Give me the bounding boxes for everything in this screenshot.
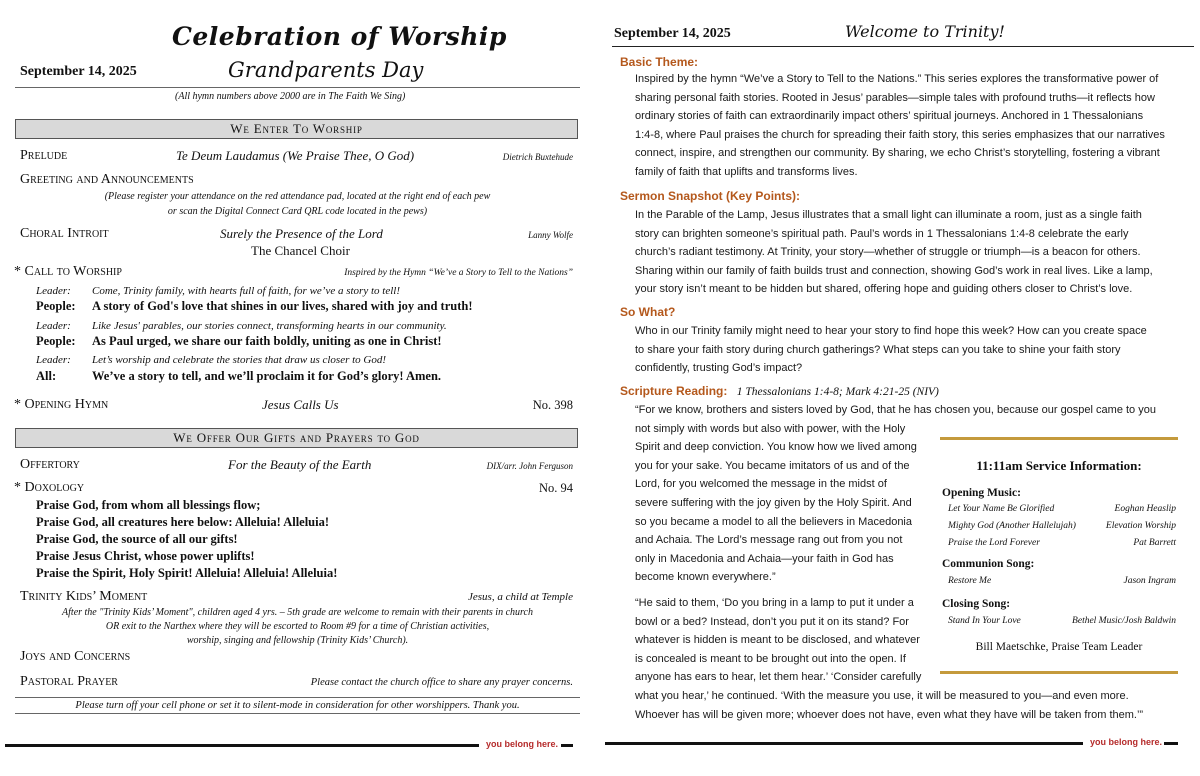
scripture-line: is concealed is meant to be brought out into the open. If [635, 652, 906, 665]
song-title: Restore Me [948, 576, 992, 586]
scripture-line: severe suffering with the joy given by the Holy Spirit. And [635, 496, 912, 509]
so-what-line: Who in our Trinity family might need to hear your story to find hope this week? How can you create space [635, 325, 1147, 337]
hymn-note: (All hymn numbers above 2000 are in The Faith We Sing) [175, 91, 406, 102]
introit-label: Choral Introit [20, 226, 109, 241]
scripture-heading-label: Scripture Reading: [620, 384, 728, 398]
litany-all-line: We’ve a story to tell, and we’ll proclaim it for God’s glory! Amen. [92, 369, 442, 383]
litany-role: Leader: [36, 320, 71, 332]
scripture-heading [620, 384, 939, 398]
call-to-worship-label: * Call to Worship [14, 264, 122, 279]
scripture-line: so you became a model to all the believers in Macedonia [635, 515, 912, 528]
introit-performer: The Chancel Choir [251, 243, 350, 258]
greeting-label: Greeting and Announcements [20, 172, 194, 187]
scripture-line: anyone has ears to hear, let them hear.’ ‘Consider carefully [635, 671, 922, 684]
kids-note-3: worship, singing and fellowship (Trinity Kids’ Church). [186, 635, 409, 646]
call-inspired-note: Inspired by the Hymn “We’ve a Story to Tell to the Nations” [344, 268, 573, 278]
footer-tagline: you belong here. [1090, 737, 1163, 747]
doxology-line: Praise God, the source of all our gifts! [36, 532, 238, 546]
right-date: September 14, 2025 [614, 26, 731, 41]
song-artist: Bethel Music/Josh Baldwin [1072, 616, 1176, 626]
sermon-snapshot-heading: Sermon Snapshot (Key Points): [620, 189, 801, 203]
praise-team-leader: Bill Maetschke, Praise Team Leader [975, 641, 1143, 653]
song-title: Mighty God (Another Hallelujah) [948, 521, 1076, 531]
litany-leader-line: Like Jesus' parables, our stories connect, transforming hearts in our community. [92, 320, 447, 332]
scripture-line: become known everywhere.” [635, 571, 776, 584]
service-info-title: 11:11am Service Information: [976, 458, 1142, 473]
song-artist: Eoghan Heaslip [1114, 504, 1176, 514]
song-title: Let Your Name Be Glorified [948, 504, 1055, 514]
so-what-text [635, 322, 1147, 378]
doxology-label: * Doxology [14, 480, 85, 495]
song-artist: Elevation Worship [1105, 521, 1176, 531]
basic-theme-heading: Basic Theme: [620, 55, 699, 69]
litany-leader-line: Come, Trinity family, with hearts full of faith, for we’ve a story to tell! [92, 285, 400, 297]
scripture-line: not simply with words but also with power, with the Holy [635, 422, 906, 435]
left-page [0, 0, 590, 776]
doxology-line: Praise Jesus Christ, whose power uplifts! [36, 549, 255, 563]
doxology-line: Praise God, from whom all blessings flow; [36, 498, 261, 512]
litany-role: Leader: [36, 285, 71, 297]
opening-hymn-number: No. 398 [532, 398, 573, 412]
litany-role: All: [36, 369, 57, 383]
footer-line-end [1164, 742, 1178, 745]
litany-people-line: As Paul urged, we share our faith boldly, uniting as one in Christ! [92, 334, 442, 348]
prelude-credit: Dietrich Buxtehude [502, 152, 573, 162]
kids-note-1: After the "Trinity Kids’ Moment", children aged 4 yrs. – 5th grade are welcome to remain with their parents in church [62, 607, 533, 618]
basic-theme-text [635, 70, 1165, 182]
scripture-line: “He said to them, ‘Do you bring in a lamp to put it under a [635, 597, 914, 609]
right-page [600, 0, 1200, 776]
introit-credit: Lanny Wolfe [528, 230, 573, 240]
scripture-line: only in Macedonia and Achaia—your faith in God has [635, 552, 894, 565]
litany-people-line: A story of God's love that shines in our lives, shared with joy and truth! [92, 299, 473, 313]
basic-theme-line: family of faith that uplifts and transforms lives. [635, 165, 858, 178]
sermon-line: your story isn’t meant to be hidden but shared, offering hope and guiding others closer to Christ’s love. [635, 283, 1133, 296]
basic-theme-line: ordinary stories of faith can extraordinarily impact others’ spiritual journeys. Anchored in 1 Thessalonians [635, 110, 1144, 123]
greeting-note-2: or scan the Digital Connect Card QRL code located in the pews) [167, 206, 428, 217]
scripture-line: bowl or a bed? Instead, don’t you put it on its stand? For [635, 615, 909, 628]
phone-note-bottom-rule [15, 713, 580, 714]
offertory-credit: DIX/arr. John Ferguson [486, 461, 573, 471]
litany-role: Leader: [36, 354, 71, 366]
footer-line [605, 742, 1083, 745]
sermon-line: story can brighten someone’s spiritual path. Paul’s words in 1 Thessalonians 1:4-8 celebrate the early [635, 227, 1129, 240]
service-subtitle: Grandparents Day [228, 58, 424, 82]
scripture-line: what you hear,’ he continued. ‘With the measure you use, it will be measured to you—and even more. [635, 689, 1129, 702]
greeting-note-1: (Please register your attendance on the red attendance pad, located at the right end of each pew [104, 191, 491, 202]
song-title: Praise the Lord Forever [948, 538, 1040, 548]
phone-note-top-rule [15, 697, 580, 698]
song-artist: Pat Barrett [1133, 538, 1176, 548]
so-what-heading: So What? [620, 305, 676, 319]
scripture-line: Spirit and deep conviction. You know how we lived among [635, 441, 917, 454]
sermon-snapshot-text [635, 206, 1153, 299]
joys-concerns-label: Joys and Concerns [20, 649, 131, 664]
kids-moment-title: Jesus, a child at Temple [468, 591, 573, 603]
sermon-line: church’s radiant testimony. At Trinity, your story—whether of struggle or triumph—is a beacon for others. [635, 246, 1141, 259]
closing-song-heading: Closing Song: [942, 598, 1011, 610]
so-what-line: to share your faith story during church gatherings? What steps can you take to shine your faith story [635, 343, 1121, 356]
service-date: September 14, 2025 [20, 64, 137, 79]
communion-song-heading: Communion Song: [942, 558, 1035, 570]
welcome-heading: Welcome to Trinity! [845, 22, 1005, 41]
prelude-label: Prelude [20, 148, 68, 163]
pastoral-prayer-note: Please contact the church office to share any prayer concerns. [310, 677, 573, 688]
introit-title: Surely the Presence of the Lord [220, 226, 383, 241]
sermon-line: In the Parable of the Lamp, Jesus illustrates that a small light can illuminate a room, just as a single faith [635, 209, 1142, 221]
litany-role: People: [36, 334, 76, 348]
kids-note-2: OR exit to the Narthex where they will be escorted to Room #9 for a time of Christian activities, [105, 621, 490, 632]
opening-hymn-title: Jesus Calls Us [262, 397, 339, 412]
so-what-line: confidently, trusting God’s impact? [635, 362, 803, 375]
doxology-line: Praise the Spirit, Holy Spirit! Alleluia! Alleluia! Alleluia! [36, 566, 338, 580]
opening-music-heading: Opening Music: [942, 487, 1021, 499]
song-artist: Jason Ingram [1123, 576, 1176, 586]
scripture-reference: 1 Thessalonians 1:4-8; Mark 4:21-25 (NIV) [736, 386, 939, 398]
footer-tagline: you belong here. [486, 739, 559, 749]
scripture-line: you for your sake. You became imitators of us and of the [635, 459, 910, 472]
scripture-line: Whoever has will be given more; whoever does not have, even what they have will be taken from them.’” [635, 708, 1144, 721]
sermon-line: Sharing within our family of faith builds trust and connection, showing God’s work in real lives. Like a lamp, [635, 264, 1153, 277]
title-divider [15, 87, 580, 88]
kids-moment-label: Trinity Kids’ Moment [20, 589, 148, 604]
opening-hymn-label: * Opening Hymn [14, 397, 109, 412]
footer-line [5, 744, 479, 747]
basic-theme-line: 1:4-8, where Paul praises the church for spreading their faith story, this series emphasizes that our narratives [635, 128, 1165, 141]
phone-note: Please turn off your cell phone or set it to silent-mode in consideration for other worshippers. Thank you. [75, 700, 520, 711]
song-title: Stand In Your Love [948, 616, 1021, 626]
offertory-label: Offertory [20, 457, 80, 472]
pastoral-prayer-label: Pastoral Prayer [20, 674, 118, 689]
section-banner-enter: We Enter To Worship [15, 119, 578, 139]
scripture-line: and Achaia. The Lord’s message rang out from you not [635, 534, 903, 547]
bulletin-title: Celebration of Worship [172, 22, 507, 51]
right-title-divider [612, 46, 1194, 47]
footer-line-end [561, 744, 573, 747]
basic-theme-line: sharing personal faith stories. Rooted in Jesus’ parables—simple tales with profound truths—it reflects how [635, 91, 1155, 104]
scripture-line: Lord, for you welcomed the message in the midst of [635, 478, 887, 491]
doxology-number: No. 94 [538, 481, 573, 495]
basic-theme-line: Inspired by the hymn “We’ve a Story to Tell to the Nations.” This series explores the transformative power of [635, 73, 1159, 85]
scripture-line: “For we know, brothers and sisters loved by God, that he has chosen you, because our gospel came to you [635, 404, 1156, 416]
basic-theme-line: connect, inspire, and strengthen our community. By sharing, we echo Christ’s storytelling, fostering a vibrant [635, 147, 1160, 160]
scripture-line: whatever is hidden is meant to be disclosed, and whatever [635, 634, 920, 647]
litany-role: People: [36, 299, 76, 313]
litany-leader-line: Let’s worship and celebrate the stories that draw us closer to God! [92, 354, 387, 366]
section-banner-offer: We Offer Our Gifts and Prayers to God [15, 428, 578, 448]
prelude-title: Te Deum Laudamus (We Praise Thee, O God) [176, 148, 415, 163]
doxology-line: Praise God, all creatures here below: Alleluia! Alleluia! [36, 515, 330, 529]
offertory-title: For the Beauty of the Earth [228, 457, 372, 472]
service-info-box [940, 437, 1178, 674]
